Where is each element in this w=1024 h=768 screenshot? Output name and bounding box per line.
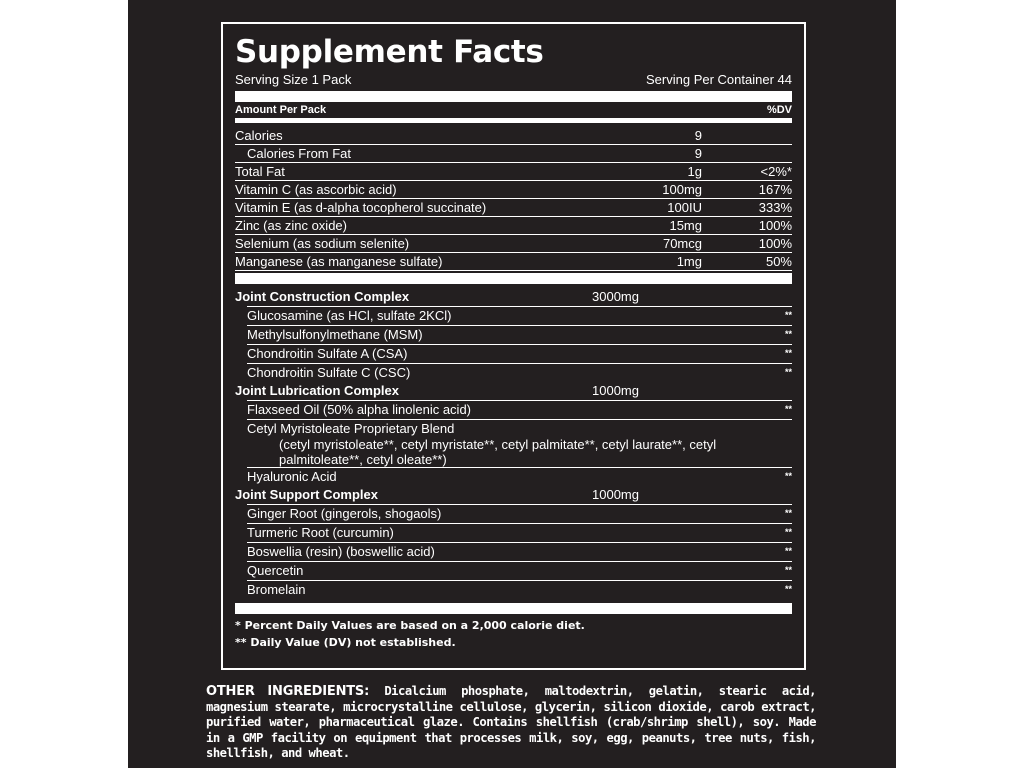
ingredient-dv: ** (784, 404, 792, 414)
ingredient-dv (722, 420, 792, 467)
nutrient-name: Total Fat (235, 164, 285, 179)
facts-title: Supplement Facts (235, 34, 544, 70)
amount-per-pack-label: Amount Per Pack (235, 104, 327, 116)
ingredient-dv: ** (784, 527, 792, 537)
ingredient-name-wrap (247, 562, 722, 580)
nutrient-dv: 100% (758, 218, 792, 233)
nutrient-name: Manganese (as manganese sulfate) (235, 254, 443, 269)
ingredient-dv: ** (784, 348, 792, 358)
nutrient-amount: 9 (694, 128, 702, 143)
ingredient-name: Quercetin (247, 563, 304, 578)
ingredient-row (247, 344, 792, 363)
ingredient-name: Chondroitin Sulfate C (CSC) (247, 365, 411, 380)
nutrient-name: Calories (235, 128, 283, 143)
blend-list (235, 288, 792, 599)
ingredient-name-wrap (247, 468, 722, 486)
ingredient-name-wrap (247, 524, 722, 542)
ingredient-name: Cetyl Myristoleate Proprietary Blend (247, 421, 455, 436)
servings-per-container: Serving Per Container 44 (646, 72, 792, 87)
ingredient-name-wrap (247, 543, 722, 561)
amount-header (235, 103, 792, 117)
ingredient-name: Flaxseed Oil (50% alpha linolenic acid) (247, 402, 472, 417)
nutrient-row (235, 181, 792, 199)
nutrient-row (235, 235, 792, 253)
nutrient-name: Selenium (as sodium selenite) (235, 236, 410, 251)
ingredient-name: Bromelain (247, 582, 306, 597)
ingredient-dv: ** (784, 310, 792, 320)
blend-amount: 1000mg (592, 487, 639, 502)
ingredient-row (247, 306, 792, 325)
blend-header (235, 288, 792, 306)
ingredient-row (247, 561, 792, 580)
nutrient-amount: 100mg (662, 182, 702, 197)
blend-header (235, 486, 792, 504)
ingredient-dv: ** (784, 565, 792, 575)
nutrient-row (235, 253, 792, 271)
ingredient-row (247, 325, 792, 344)
ingredient-name-wrap (247, 401, 722, 419)
nutrient-name: Vitamin E (as d-alpha tocopherol succinate) (235, 200, 487, 215)
ingredient-row (247, 419, 792, 467)
ingredient-name: Hyaluronic Acid (247, 469, 337, 484)
blend-name: Joint Construction Complex (235, 289, 410, 304)
ingredient-name-wrap (247, 420, 722, 467)
nutrient-row (235, 217, 792, 235)
nutrient-row (235, 199, 792, 217)
nutrient-row (235, 145, 792, 163)
ingredient-name: Boswellia (resin) (boswellic acid) (247, 544, 435, 559)
blend-dv (722, 288, 792, 306)
other-ingredients (206, 684, 816, 762)
nutrient-name: Zinc (as zinc oxide) (235, 218, 347, 233)
ingredient-name: Turmeric Root (curcumin) (247, 525, 394, 540)
footnote-dv: * Percent Daily Values are based on a 2,000 calorie diet. (235, 619, 585, 632)
serving-size: Serving Size 1 Pack (235, 72, 352, 87)
ingredient-name: Methylsulfonylmethane (MSM) (247, 327, 423, 342)
blend-header (235, 382, 792, 400)
ingredient-row (247, 523, 792, 542)
other-ingredients-text: Dicalcium phosphate, maltodextrin, gelatin, stearic acid, magnesium stearate, microcrystalline cellulose, glycerin, silicon dioxide, carob extract, purified water, pharmaceutical glaze. Contains shellfish (crab/shrimp shell), soy. Made in a GMP facility on equipment that processes milk, soy, egg, peanuts, tree nuts, fish, shellfish, and wheat. (206, 684, 817, 760)
nutrient-row (235, 163, 792, 181)
nutrient-name: Vitamin C (as ascorbic acid) (235, 182, 397, 197)
ingredient-name-wrap (247, 364, 722, 382)
nutrient-amount: 9 (694, 146, 702, 161)
blend-amount: 3000mg (592, 289, 639, 304)
ingredient-row (247, 542, 792, 561)
ingredient-name: Ginger Root (gingerols, shogaols) (247, 506, 442, 521)
ingredient-name-wrap (247, 581, 722, 599)
thick-divider (235, 91, 792, 102)
nutrient-list (235, 127, 792, 271)
nutrient-dv (702, 145, 792, 162)
nutrient-amount: 70mcg (662, 236, 702, 251)
ingredient-dv: ** (784, 584, 792, 594)
blend-dv (722, 486, 792, 504)
nutrient-dv: 100% (758, 236, 792, 251)
ingredient-name: Chondroitin Sulfate A (CSA) (247, 346, 408, 361)
nutrient-dv: 50% (765, 254, 792, 269)
ingredient-row (247, 504, 792, 523)
footnote-not-established: ** Daily Value (DV) not established. (235, 636, 456, 649)
ingredient-row (247, 363, 792, 382)
ingredient-row (247, 580, 792, 599)
ingredient-name-wrap (247, 307, 722, 325)
ingredient-row (247, 467, 792, 486)
nutrient-row (235, 127, 792, 145)
header-divider (235, 118, 792, 123)
nutrient-name: Calories From Fat (247, 146, 352, 161)
nutrient-dv: 333% (758, 200, 792, 215)
nutrient-dv: <2%* (760, 164, 792, 179)
nutrient-amount: 100IU (667, 200, 702, 215)
ingredient-name: Glucosamine (as HCl, sulfate 2KCl) (247, 308, 452, 323)
ingredient-name-wrap (247, 345, 722, 363)
blend-dv (722, 382, 792, 400)
ingredient-name-wrap (247, 505, 722, 523)
other-ingredients-label: OTHER INGREDIENTS: (206, 684, 370, 699)
ingredient-dv: ** (784, 329, 792, 339)
ingredient-description: (cetyl myristoleate**, cetyl myristate**, cetyl palmitate**, cetyl laurate**, cetyl palmitoleate**, cetyl oleate**) (279, 437, 717, 467)
nutrient-amount: 1g (687, 164, 702, 179)
ingredient-row (247, 400, 792, 419)
dv-header-label: %DV (766, 104, 792, 116)
bottom-divider (235, 603, 792, 614)
ingredient-dv: ** (784, 367, 792, 377)
supplement-facts-box (221, 22, 806, 670)
section-divider (235, 273, 792, 284)
blend-amount: 1000mg (592, 383, 639, 398)
nutrient-amount: 15mg (669, 218, 702, 233)
blend-name: Joint Lubrication Complex (235, 383, 399, 398)
ingredient-dv: ** (784, 508, 792, 518)
ingredient-dv: ** (784, 471, 792, 481)
blend-name: Joint Support Complex (235, 487, 378, 502)
nutrient-dv: 167% (758, 182, 792, 197)
serving-info (235, 72, 792, 88)
nutrient-dv (702, 127, 792, 144)
nutrient-amount: 1mg (676, 254, 702, 269)
label-panel (128, 0, 896, 768)
ingredient-dv: ** (784, 546, 792, 556)
ingredient-name-wrap (247, 326, 722, 344)
